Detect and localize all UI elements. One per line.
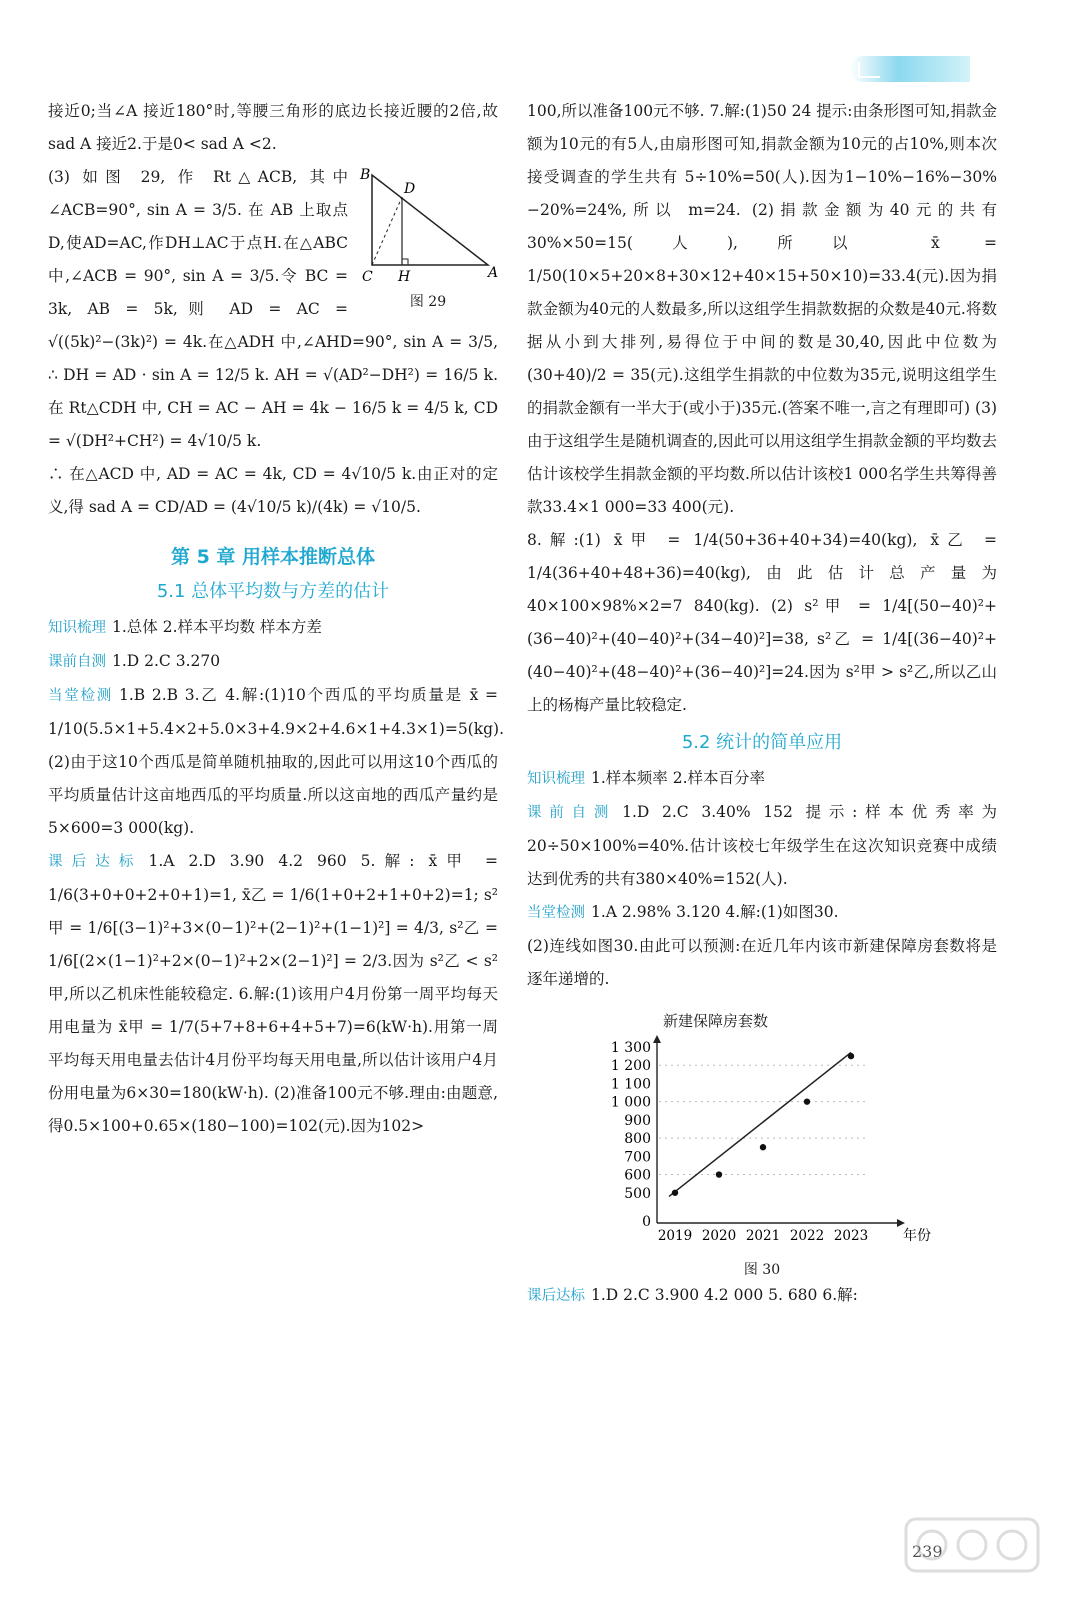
x-tick-label: 2021 [745,1228,781,1244]
s52-label-4: 课后达标 [527,1288,585,1304]
figure-29 [358,165,498,311]
s52-classcheck [527,896,997,930]
chart-svg [597,1033,931,1253]
s51-classcheck [48,679,505,845]
x-tick-label: 2019 [657,1228,693,1244]
s52-text-3: 1.A 2.98% 3.120 4.解:(1)如图30. [591,903,839,921]
right-column [527,95,997,1313]
y-tick-label: 600 [624,1167,651,1184]
x-axis-arrow [897,1219,905,1227]
data-point [848,1053,854,1059]
triangle-figure-icon [358,165,498,285]
figure-29-caption: 图 29 [409,294,447,310]
left-para-1: 接近0;当∠A 接近180°时,等腰三角形的底边长接近腰的2倍,故 sad A 接近2.于是0< sad A <2. [48,102,498,153]
s51-after [48,845,498,1143]
figure-30-chart [597,1010,931,1279]
section-5-1-title: 5.1 总体平均数与方差的估计 [156,581,390,602]
s52-pretest [527,796,997,896]
y-tick-label: 1 000 [610,1094,651,1111]
s52-text-1: 1.样本频率 2.样本百分率 [591,769,766,787]
s51-label-3: 当堂检测 [48,688,114,704]
s52-label-1: 知识梳理 [527,771,585,787]
s51-label-4: 课后达标 [48,854,143,870]
label-b: B [360,167,371,183]
left-para-2: (3) 如图 29, 作 Rt△ACB, 其中∠ACB=90°, sin A = 3/5. 在 AB 上取点D,使AD=AC,作DH⊥AC于点H.在△ABC中,∠ACB = 90°, sin A = 3/5.令 BC = 3k, AB = 5k,则 AD = AC = √((5k)²−(3k)²) = 4k.在△ADH 中,∠AHD=90°, sin A = 3/5, ∴ DH = AD · sin A = 12/5 k. AH = √(AD²−DH²) = 16/5 k.在 Rt△CDH 中, CH = AC − AH = 4k − 16/5 k = 4/5 k, CD = √(DH²+CH²) = 4√10/5 k. [48,168,498,450]
s52-text-4: 1.D 2.C 3.900 4.2 000 5. 680 6.解: [591,1286,858,1304]
label-c: C [362,269,373,285]
y-tick-label: 1 100 [610,1076,651,1093]
s51-text-2: 1.D 2.C 3.270 [112,652,221,670]
right-para-1: 100,所以准备100元不够. 7.解:(1)50 24 提示:由条形图可知,捐款金额为10元的有5人,由扇形图可知,捐款金额为10元的占10%,则本次接受调查的学生共有 5÷10%=50(人).因为1−10%−16%−30%−20%=24%,所以 m=24. (2)捐款金额为40元的共有30%×50=15(人),所以 x̄ = 1/50(10×5+20×8+30×12+40×15+50×10)=33.4(元).因为捐款金额为40元的人数最多,所以这组学生捐款数据的众数是40元.将数据从小到大排列,易得位于中间的数是30,40,因此中位数为 (30+40)/2 = 35(元).这组学生捐款的中位数为35元,说明这组学生的捐款金额有一半大于(或小于)35元.(答案不唯一,言之有理即可) (3)由于这组学生是随机调查的,因此可以用这组学生捐款金额的平均数去估计该校学生捐款金额的平均数.所以估计该校1 000名学生共筹得善款33.4×1 000=33 400(元). [527,102,997,516]
section-5-2-title: 5.2 统计的简单应用 [681,732,843,753]
x-tick-label: 2023 [833,1228,869,1244]
s51-knowledge [48,611,498,645]
s51-text-4: 1.A 2.D 3.90 4.2 960 5.解: x̄甲 = 1/6(3+0+0+2+0+1)=1, x̄乙 = 1/6(1+0+2+1+0+2)=1; s²甲 = 1/6[(3−1)²+3×(0−1)²+(2−1)²+(1−1)²] = 4/3, s²乙 = 1/6[(2×(1−1)²+2×(0−1)²+2×(2−1)²] = 2/3.因为 s²乙 < s²甲,所以乙机床性能较稳定. 6.解:(1)该用户4月份第一周平均每天用电量为 x̄甲 = 1/7(5+7+8+6+4+5+7)=6(kW·h).用第一周平均每天用电量去估计4月份平均每天用电量,所以估计该用户4月份用电量为6×30=180(kW·h). (2)准备100元不够.理由:由题意,得0.5×100+0.65×(180−100)=102(元).因为102> [48,852,498,1135]
trend-line [669,1052,851,1196]
y-tick-label: 1 200 [610,1058,651,1075]
data-point [760,1144,766,1150]
s51-pretest [48,645,498,679]
y-tick-label: 1 300 [610,1040,651,1056]
label-a: A [488,265,499,281]
y-tick-label: 900 [624,1112,651,1129]
left-para-3: ∴ 在△ACD 中, AD = AC = 4k, CD = 4√10/5 k.由正对的定义,得 sad A = CD/AD = (4√10/5 k)/(4k) = √10/5. [48,465,498,516]
s52-label-3: 当堂检测 [527,905,585,921]
x-tick-label: 2022 [789,1228,825,1244]
data-point [804,1098,810,1104]
s51-text-1: 1.总体 2.样本平均数 样本方差 [112,618,322,636]
label-d: D [404,181,416,197]
data-point [716,1171,722,1177]
s52-classcheck-2: (2)连线如图30.由此可以预测:在近几年内该市新建保障房套数将是逐年递增的. [527,937,997,988]
s52-after [527,1279,997,1313]
s51-label-1: 知识梳理 [48,620,106,636]
s52-text-2: 1.D 2.C 3.40% 152 提示:样本优秀率为20÷50×100%=40%.估计该校七年级学生在这次知识竞赛中成绩达到优秀的共有380×40%=152(人). [527,803,997,888]
page-number: 239 [912,1542,943,1561]
watermark-logo-icon [902,1515,1042,1575]
x-axis-label: 年份 [903,1228,931,1244]
data-point [672,1190,678,1196]
x-tick-label: 2020 [701,1228,737,1244]
y-tick-label: 800 [624,1131,651,1148]
y-axis-arrow [653,1035,661,1043]
left-column [48,95,505,1143]
figure-30-caption: 图 30 [743,1262,781,1278]
chapter-title: 第 5 章 用样本推断总体 [170,546,376,568]
s51-label-2: 课前自测 [48,654,106,670]
y-tick-label: 700 [624,1149,651,1166]
s52-label-2: 课前自测 [527,805,617,821]
y-tick-label: 0 [642,1214,651,1230]
chart-title: 新建保障房套数 [663,1012,769,1030]
s51-text-3: 1.B 2.B 3.乙 4.解:(1)10个西瓜的平均质量是 x̄ = 1/10(5.5×1+5.4×2+5.0×3+4.9×2+4.6×1+4.3×1)=5(kg). (2)由于这10个西瓜是简单随机抽取的,因此可以用这10个西瓜的平均质量估计这亩地西瓜的平均质量.所以这亩地的西瓜产量约是5×600=3 000(kg). [48,686,505,837]
y-tick-label: 500 [624,1185,651,1202]
header-banner [850,56,970,82]
s52-knowledge [527,762,997,796]
label-h: H [398,269,411,285]
right-para-2: 8.解:(1) x̄甲 = 1/4(50+36+40+34)=40(kg), x̄乙 = 1/4(36+40+48+36)=40(kg),由此估计总产量为40×100×98%×2=7 840(kg). (2) s²甲 = 1/4[(50−40)²+(36−40)²+(40−40)²+(34−40)²]=38, s²乙 = 1/4[(36−40)²+(40−40)²+(48−40)²+(36−40)²]=24.因为 s²甲 > s²乙,所以乙山上的杨梅产量比较稳定. [527,531,997,714]
banner-mark-icon [858,62,880,78]
